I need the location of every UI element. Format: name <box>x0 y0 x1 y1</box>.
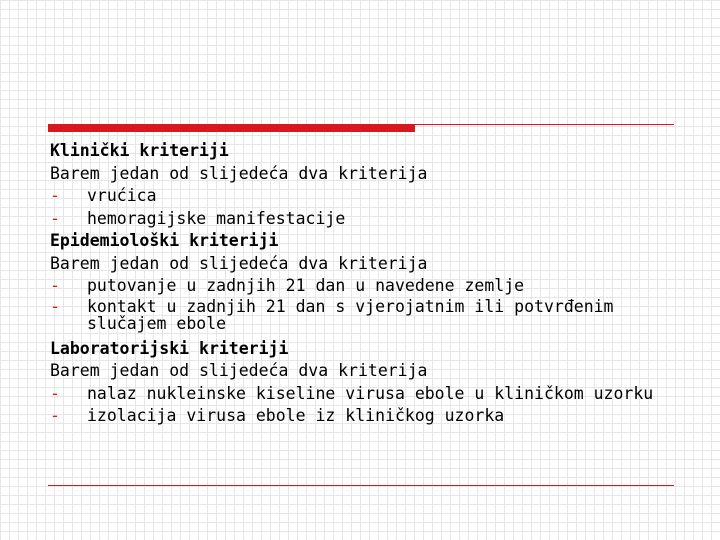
section-heading: Laboratorijski kriteriji <box>50 338 289 358</box>
list-item <box>50 405 690 428</box>
section-subline: Barem jedan od slijedeća dva kriterija <box>50 253 428 273</box>
list-item-text: nalaz nukleinske kiseline virusa ebole u kliničkom uzorku <box>87 383 654 403</box>
dash-bullet: - <box>50 276 60 295</box>
list-item-text: putovanje u zadnjih 21 dan u navedene zemlje <box>87 276 525 295</box>
list-item <box>50 185 690 208</box>
section-subline: Barem jedan od slijedeća dva kriterija <box>50 163 428 183</box>
dash-bullet: - <box>50 186 60 205</box>
dash-bullet: - <box>50 383 60 403</box>
section-subline: Barem jedan od slijedeća dva kriterija <box>50 361 428 380</box>
footer-rule <box>48 485 674 486</box>
list-item-text: kontakt u zadnjih 21 dan s vjerojatnim ili potvrđenim <box>87 296 614 316</box>
section-heading: Klinički kriteriji <box>50 141 229 160</box>
list-item <box>50 298 690 332</box>
title-accent-bar <box>48 124 415 132</box>
list-item-text: hemoragijske manifestacije <box>87 208 346 228</box>
dash-bullet: - <box>50 296 60 316</box>
dash-bullet: - <box>50 208 60 228</box>
list-item <box>50 275 690 298</box>
title-rule <box>415 124 674 125</box>
list-item-text: vrućica <box>87 186 157 205</box>
dash-bullet: - <box>50 406 60 425</box>
section-heading: Epidemiološki kriteriji <box>50 231 279 250</box>
list-item <box>50 383 690 406</box>
list-item-continuation: slučajem ebole <box>87 313 227 333</box>
criteria-list <box>50 140 690 428</box>
list-item <box>50 208 690 231</box>
list-item-text: izolacija virusa ebole iz kliničkog uzorka <box>87 406 505 425</box>
